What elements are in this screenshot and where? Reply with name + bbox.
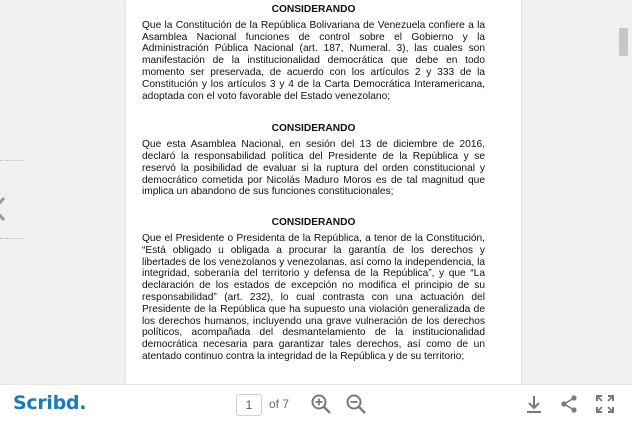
section-3 — [142, 217, 485, 363]
section-text: Que la Constitución de la República Bolivariana de Venezuela confiere a la Asamblea Nacional funciones de control sobre el Gobierno y la Administración Pública Nacional (art. 187, Numeral. 3), las cuales son manifestación de la institucionalidad democrática que debe en todo momento ser preservada, de acuerdo con los artículos 2 y 333 de la Constitución y los artículos 3 y 4 de la Carta Democrática Interamericana, adoptada con el voto favorable del Estado venezolano; — [142, 19, 485, 102]
section-text: Que esta Asamblea Nacional, en sesión del 13 de diciembre de 2016, declaró la responsabilidad política del Presidente de la República y se reservó la posibilidad de evaluar si la ruptura del orden constitucional y democrático cometida por Nicolás Maduro Moros es de tal magnitud que implica un abandono de sus funciones constitucionales; — [142, 139, 485, 198]
section-text: Que el Presidente o Presidenta de la República, a tenor de la Constitución, “Está obligado u obligada a procurar la garantía de los derechos y libertades de los venezolanos y venezolanas, así como la independencia, la integridad, soberanía del territorio y defensa de la República”, y que “La declaración de los estados de excepción no modifica el principio de su responsabilidad” (art. 232), lo cual contrasta con una actuación del Presidente de la República que ha supuesto una violación generalizada de los derechos humanos, incluyendo una grave vulneración de los derechos políticos, acompañada del desmantelamiento de la institucionalidad democrática necesaria para garantizar tales derechos, así como de un atentado continuo contra la integridad de la República y de su territorio; — [142, 232, 485, 362]
previous-page-chevron-icon[interactable] — [0, 196, 6, 222]
section-1 — [142, 4, 485, 102]
bottom-toolbar — [0, 384, 632, 421]
page-number-input[interactable]: 1 — [236, 394, 262, 416]
zoom-out-icon[interactable] — [345, 393, 367, 415]
scribd-logo[interactable]: Scribd. — [13, 392, 87, 414]
section-heading: CONSIDERANDO — [271, 123, 356, 135]
section-heading: CONSIDERANDO — [271, 217, 356, 229]
page-total: of 7 — [269, 397, 290, 411]
share-icon[interactable] — [558, 393, 580, 415]
section-2 — [142, 123, 485, 198]
scrollbar-thumb[interactable] — [619, 28, 628, 56]
left-divider — [0, 238, 24, 239]
fullscreen-icon[interactable] — [594, 393, 616, 415]
section-heading: CONSIDERANDO — [271, 4, 356, 15]
download-icon[interactable] — [523, 393, 545, 415]
left-divider — [0, 160, 24, 161]
zoom-in-icon[interactable] — [310, 393, 332, 415]
document-page — [126, 0, 521, 384]
